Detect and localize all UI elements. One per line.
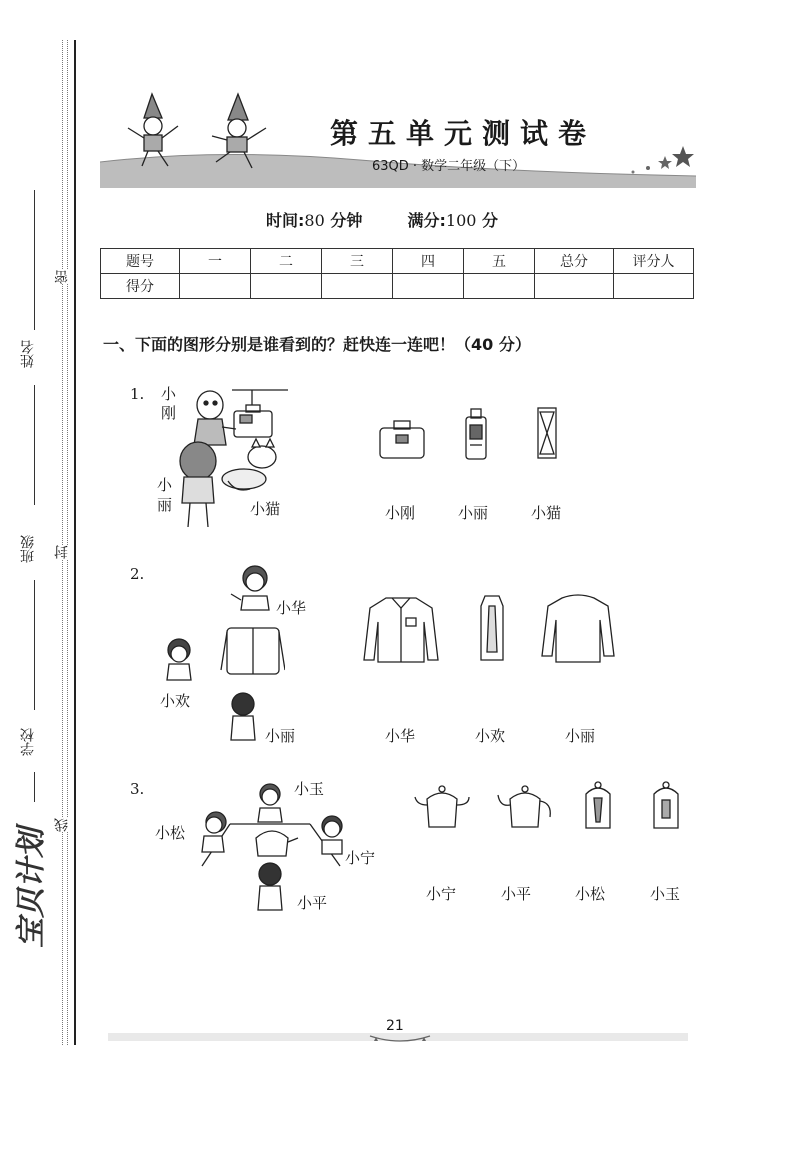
- table-cell: 得分: [101, 274, 180, 299]
- svg-text:宝贝计划: 宝贝计划: [14, 828, 49, 948]
- score-table-header: [101, 249, 694, 274]
- answer-label: 小刚: [385, 504, 416, 522]
- footer-ornament: [368, 1034, 432, 1046]
- person-label-xiaosong: 小松: [155, 824, 186, 842]
- binding-solid-line: [74, 40, 76, 1045]
- class-field-line: [34, 580, 35, 710]
- class-label: 班级: [20, 535, 36, 563]
- person-label-xiaoli: 小丽: [157, 476, 173, 514]
- person-label-xiaomao: 小猫: [250, 500, 281, 518]
- full-label: 满分:: [407, 211, 446, 230]
- shirt-back-view[interactable]: [540, 592, 616, 664]
- question-number: 2.: [130, 565, 145, 583]
- score-table: [100, 248, 694, 299]
- binding-dotted-line-2: [67, 40, 68, 1045]
- table-cell: 总分: [535, 249, 614, 274]
- score-input-cell[interactable]: [535, 274, 614, 299]
- bag-top-view[interactable]: [535, 406, 559, 460]
- seal-char-mi: 密: [54, 270, 70, 284]
- answer-label: 小松: [575, 885, 606, 903]
- person-label-xiaoning: 小宁: [345, 849, 376, 867]
- teapot-view-3[interactable]: [580, 780, 616, 832]
- score-input-cell[interactable]: [322, 274, 393, 299]
- name-field-line: [34, 190, 35, 330]
- page-number: 21: [386, 1018, 404, 1034]
- table-cell: 一: [180, 249, 251, 274]
- seal-char-xian: 线: [54, 818, 70, 832]
- person-label: [157, 475, 175, 515]
- question-number: 1.: [130, 385, 145, 403]
- answer-label: 小平: [501, 885, 532, 903]
- shirt-side-view[interactable]: [475, 592, 509, 664]
- binding-dotted-line: [62, 40, 63, 1045]
- answer-label: 小丽: [565, 727, 596, 745]
- score-table-row: [101, 274, 694, 299]
- time-label: 时间:: [266, 211, 305, 230]
- table-cell: 评分人: [614, 249, 694, 274]
- score-input-cell[interactable]: [614, 274, 694, 299]
- bag-side-view[interactable]: [462, 405, 490, 461]
- person-label-xiaoping: 小平: [297, 894, 328, 912]
- answer-label: 小猫: [531, 504, 562, 522]
- clown-illustration: [120, 92, 270, 170]
- shirt-front-view[interactable]: [362, 594, 440, 666]
- full-value: 100: [445, 211, 477, 230]
- person-label-xiaohuan: 小欢: [160, 692, 191, 710]
- answer-label: 小丽: [458, 504, 489, 522]
- answer-label: 小宁: [426, 885, 457, 903]
- table-cell: 二: [251, 249, 322, 274]
- time-unit: 分钟: [330, 211, 363, 230]
- table-cell: 四: [393, 249, 464, 274]
- page-subtitle: 63QD · 数学二年级（下）: [372, 159, 526, 174]
- question-number: 3.: [130, 780, 145, 798]
- answer-label: 小玉: [650, 885, 681, 903]
- answer-label: 小华: [385, 727, 416, 745]
- exam-info: [266, 208, 498, 231]
- teapot-view-4[interactable]: [648, 780, 684, 832]
- score-input-cell[interactable]: [251, 274, 322, 299]
- q2-scene-illustration: [155, 562, 285, 747]
- person-label-xiaoli-q2: 小丽: [265, 727, 296, 745]
- person-label-xiaohua: 小华: [276, 599, 307, 617]
- time-value: 80: [304, 211, 325, 230]
- full-unit: 分: [482, 211, 499, 230]
- score-input-cell[interactable]: [180, 274, 251, 299]
- name-field-line-2: [34, 385, 35, 505]
- school-field-line: [34, 772, 35, 802]
- page-title: 第五单元测试卷: [330, 117, 597, 150]
- score-input-cell[interactable]: [464, 274, 535, 299]
- table-cell: 三: [322, 249, 393, 274]
- score-input-cell[interactable]: [393, 274, 464, 299]
- teapot-view-1[interactable]: [413, 783, 471, 831]
- q1-scene-illustration: [170, 385, 300, 530]
- person-label-xiaogang: 小刚: [161, 385, 177, 422]
- person-label: [161, 385, 179, 423]
- table-cell: 题号: [101, 249, 180, 274]
- teapot-view-2[interactable]: [496, 783, 554, 831]
- answer-label: 小欢: [475, 727, 506, 745]
- section-heading: 一、下面的图形分别是谁看到的？赶快连一连吧！（40 分）: [103, 335, 531, 354]
- name-label: 姓名: [20, 340, 36, 368]
- seal-char-feng: 封: [54, 545, 70, 559]
- bag-front-view[interactable]: [377, 418, 427, 462]
- brand-logo: [6, 805, 54, 955]
- table-cell: 五: [464, 249, 535, 274]
- person-label-xiaoyu: 小玉: [294, 780, 325, 798]
- school-label: 学校: [20, 728, 36, 756]
